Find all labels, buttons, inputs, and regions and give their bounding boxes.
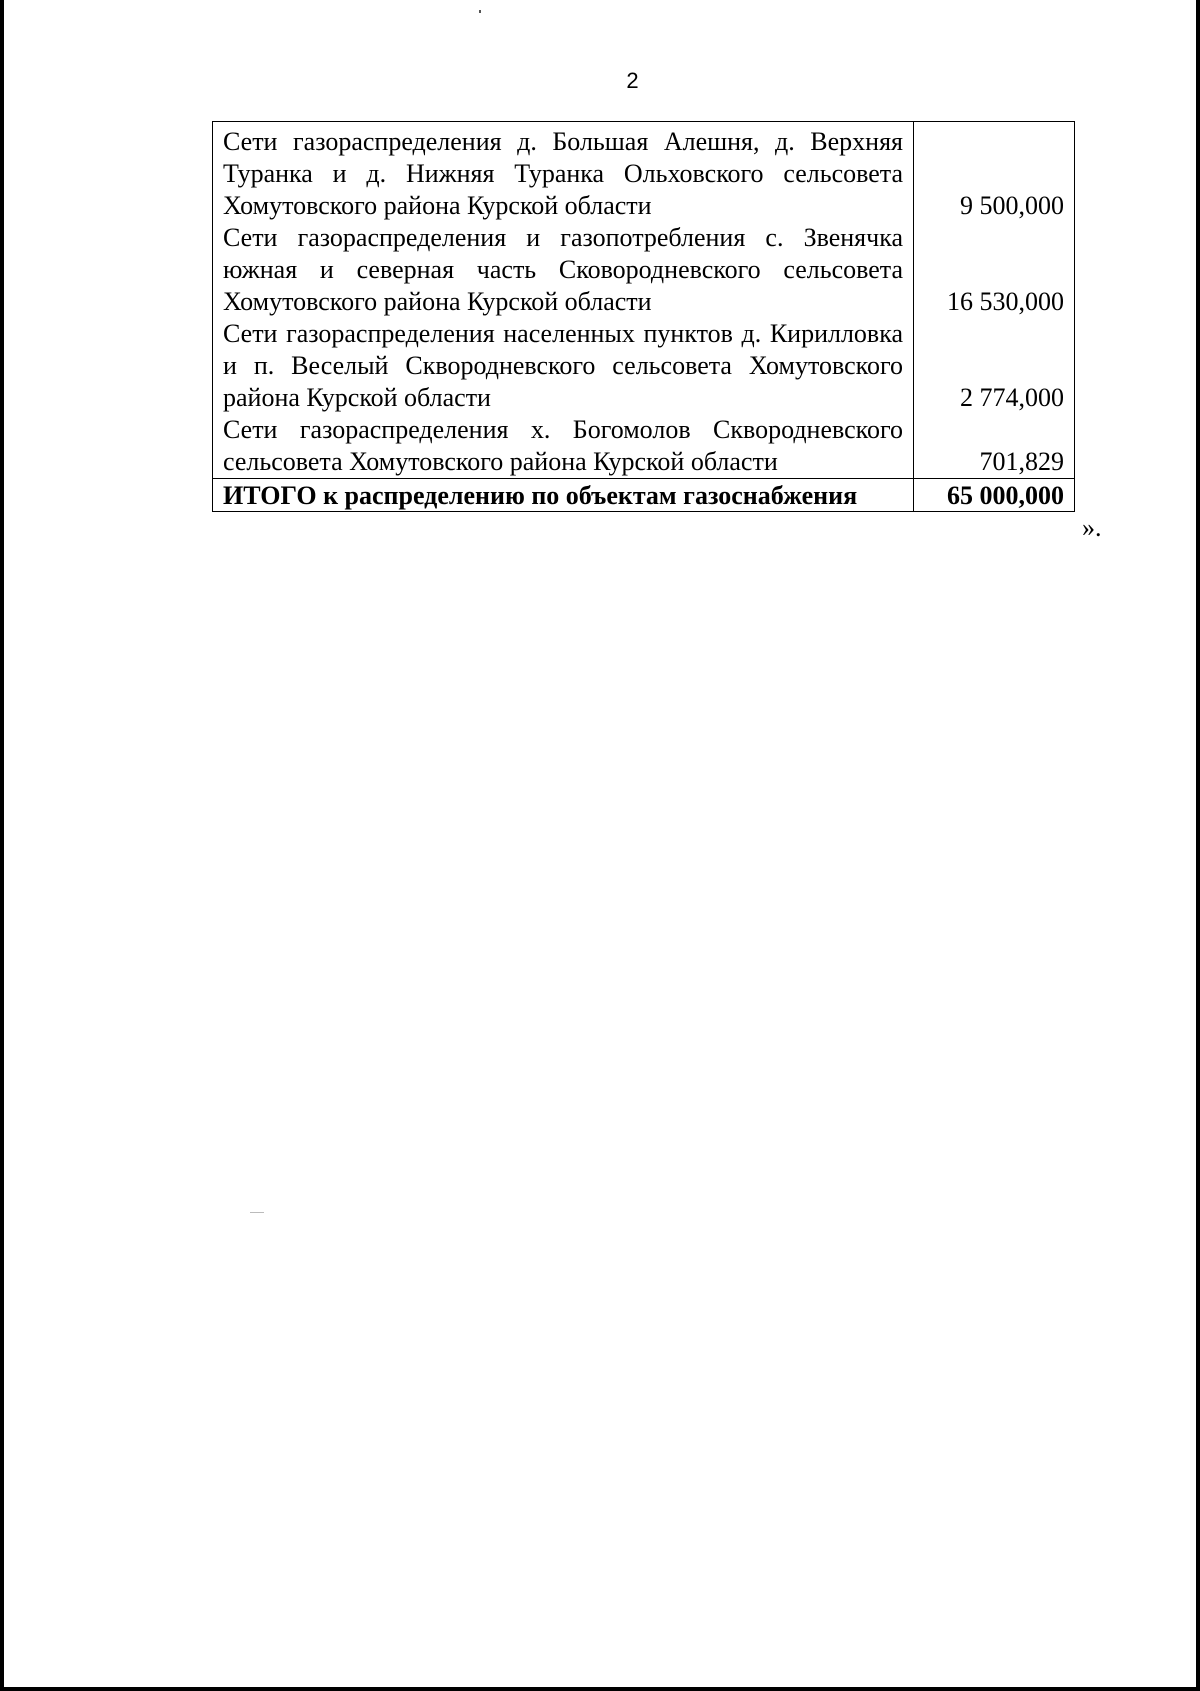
- table-row: [213, 414, 1075, 479]
- amount-cell: 9 500,000: [914, 122, 1075, 223]
- scan-speck: [250, 1212, 264, 1213]
- amount-cell: 701,829: [914, 414, 1075, 479]
- scan-edge-left: [0, 0, 4, 1691]
- object-name-cell: Сети газораспределения населенных пунктов д. Кирилловка и п. Веселый Сквородневского сельсовета Хомутовского района Курской области: [213, 318, 914, 414]
- amount-cell: 16 530,000: [914, 222, 1075, 318]
- amount-cell: 2 774,000: [914, 318, 1075, 414]
- table-row: [213, 122, 1075, 223]
- object-name-cell: Сети газораспределения х. Богомолов Сквородневского сельсовета Хомутовского района Курской области: [213, 414, 914, 479]
- page-number: 2: [626, 68, 639, 93]
- scan-edge-bottom: [0, 1687, 1200, 1691]
- allocation-table: [212, 121, 1075, 512]
- object-name-cell: Сети газораспределения д. Большая Алешня, д. Верхняя Туранка и д. Нижняя Туранка Ольховского сельсовета Хомутовского района Курской области: [213, 122, 914, 223]
- total-amount-cell: 65 000,000: [914, 479, 1075, 512]
- scan-speck: [479, 10, 481, 13]
- table-row: [213, 318, 1075, 414]
- total-row: [213, 479, 1075, 512]
- scan-edge-right: [1196, 0, 1200, 1691]
- table-row: [213, 222, 1075, 318]
- object-name-cell: Сети газораспределения и газопотребления с. Звенячка южная и северная часть Сковородневского сельсовета Хомутовского района Курской области: [213, 222, 914, 318]
- closing-quote-mark: ».: [1082, 513, 1102, 542]
- total-label-cell: ИТОГО к распределению по объектам газоснабжения: [213, 479, 914, 512]
